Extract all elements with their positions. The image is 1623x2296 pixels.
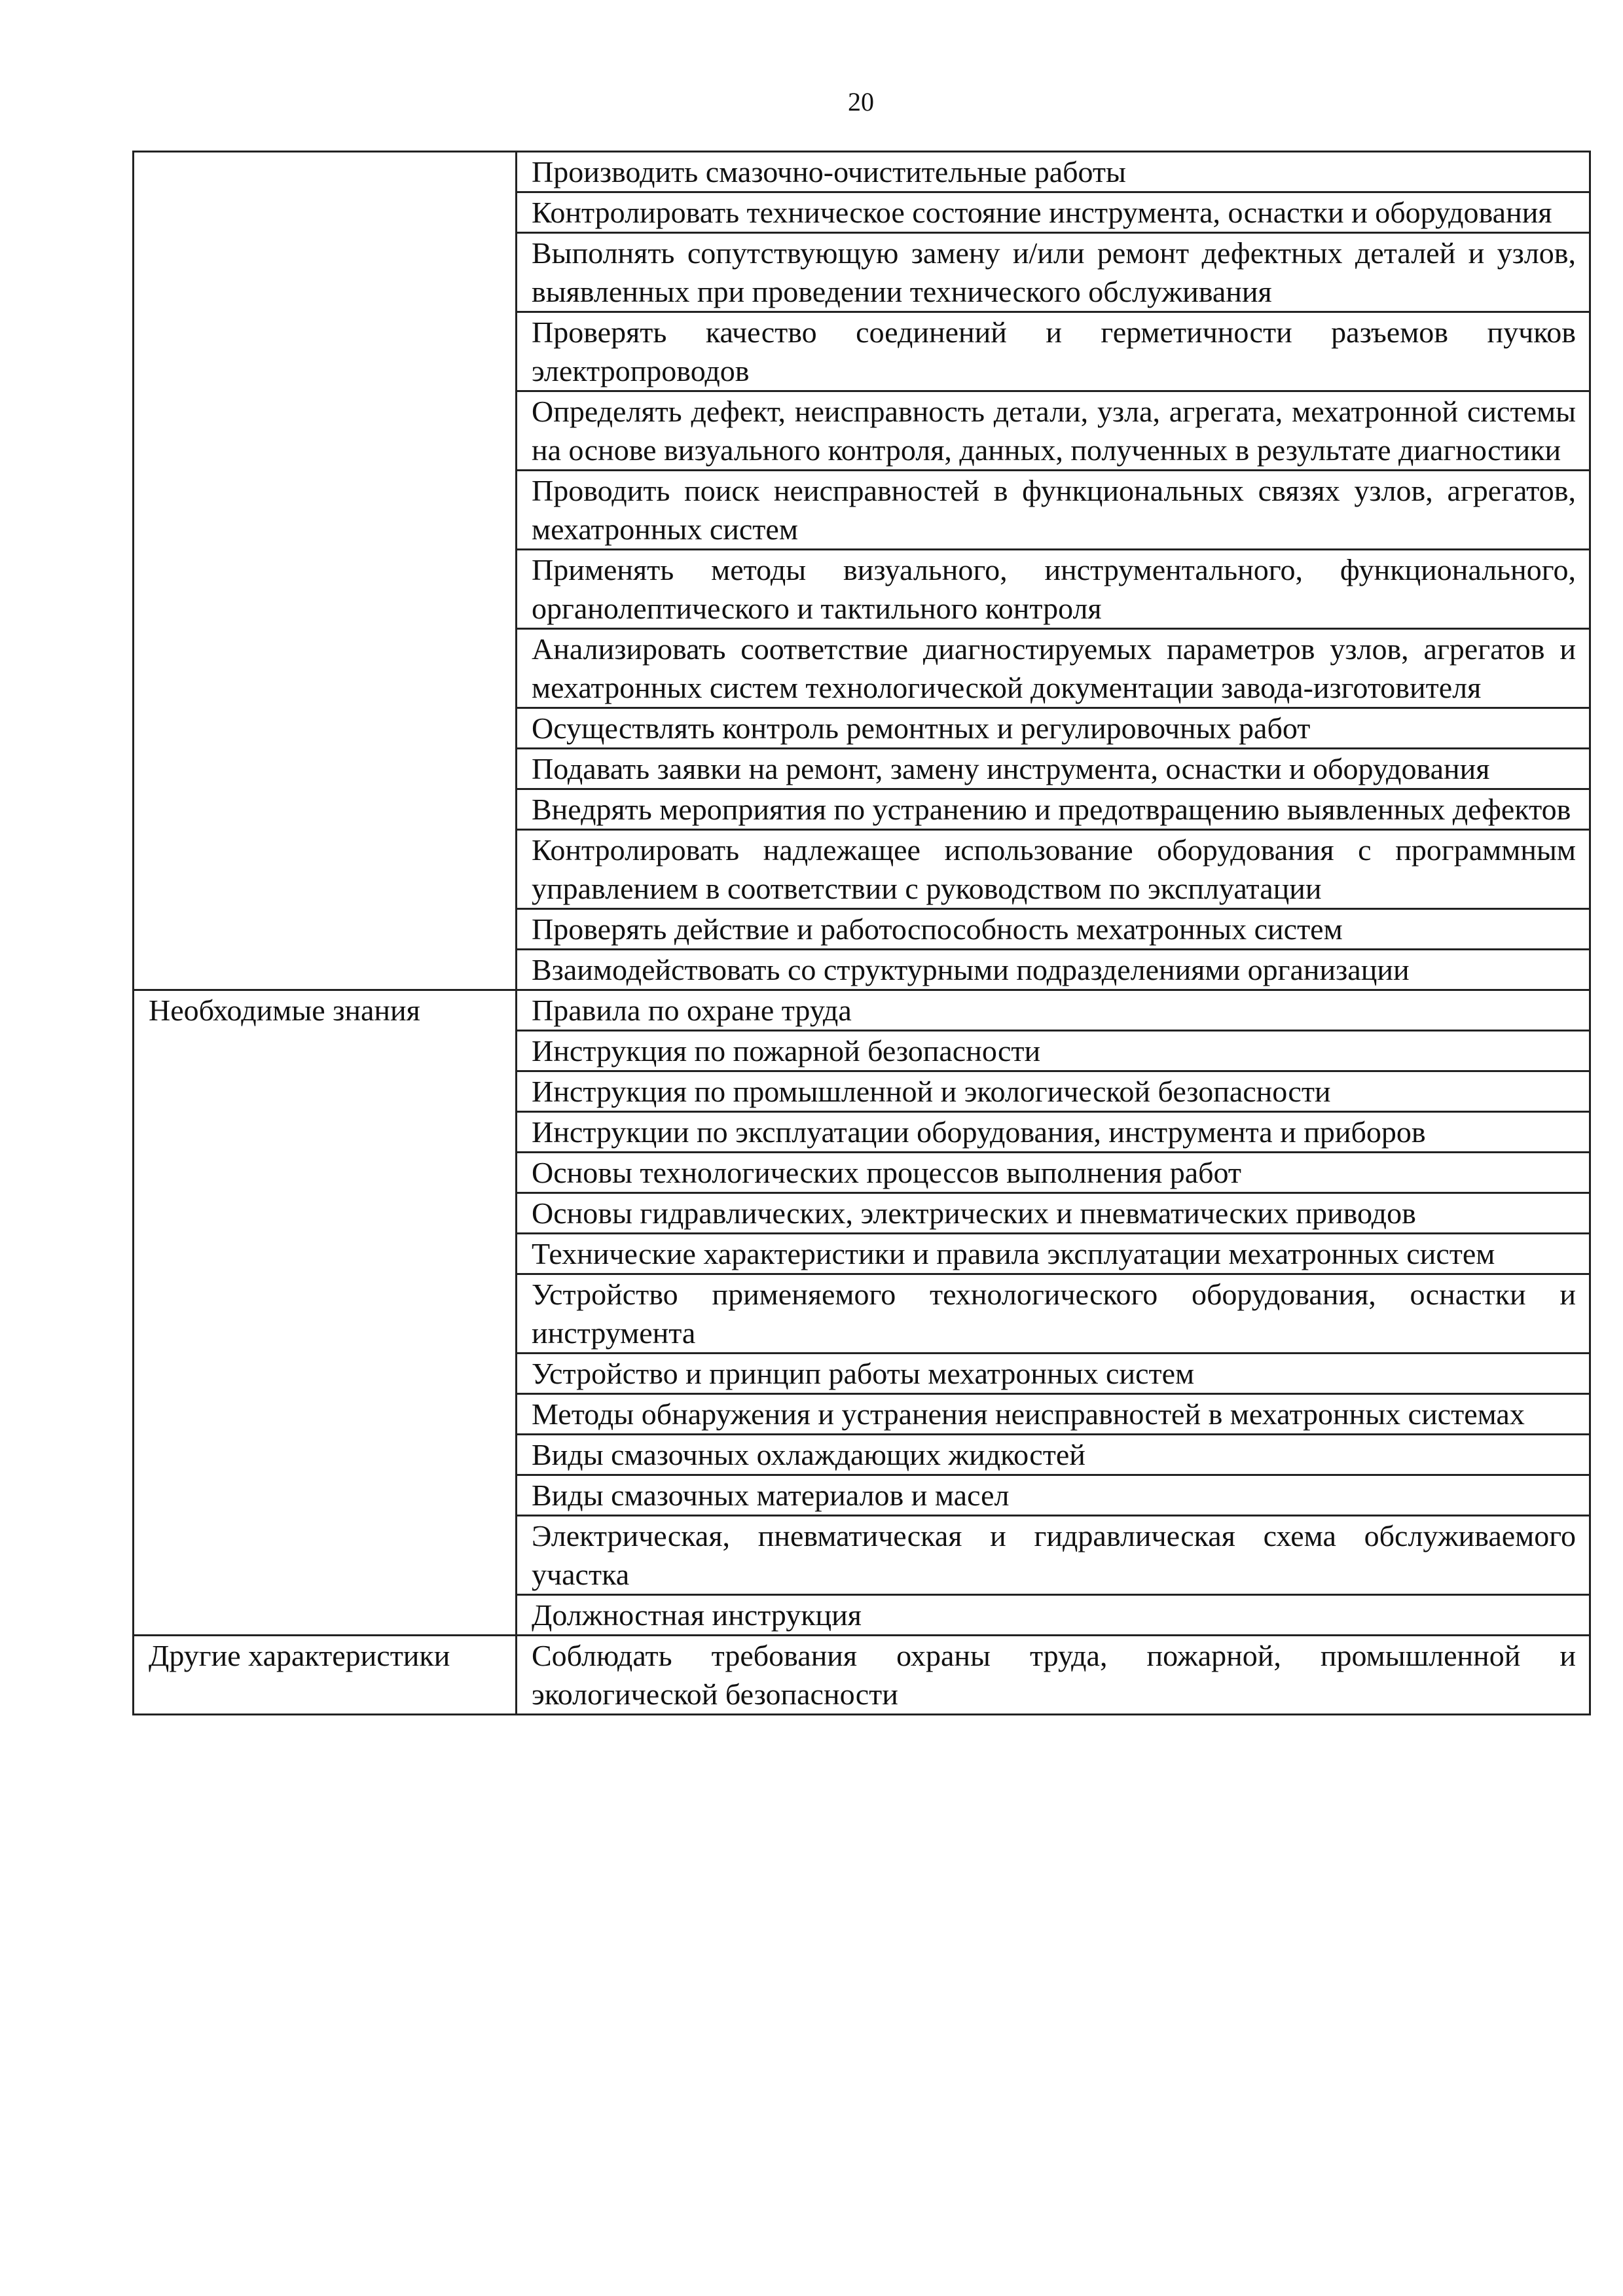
requirement-item: Определять дефект, неисправность детали, узла, агрегата, мехатронной системы на основе визуального контроля, данных, полученных в результате диагностики [517, 391, 1590, 471]
requirements-table-body [134, 152, 1590, 1715]
requirement-item: Электрическая, пневматическая и гидравлическая схема обслуживаемого участка [517, 1516, 1590, 1595]
requirement-item: Правила по охране труда [517, 990, 1590, 1031]
requirement-item: Анализировать соответствие диагностируемых параметров узлов, агрегатов и мехатронных систем технологической документации завода-изготовителя [517, 629, 1590, 708]
requirement-item: Подавать заявки на ремонт, замену инструмента, оснастки и оборудования [517, 749, 1590, 789]
requirement-item: Проверять действие и работоспособность мехатронных систем [517, 909, 1590, 950]
requirement-item: Осуществлять контроль ремонтных и регулировочных работ [517, 708, 1590, 749]
requirement-item: Основы технологических процессов выполнения работ [517, 1153, 1590, 1193]
requirement-item: Устройство применяемого технологического оборудования, оснастки и инструмента [517, 1274, 1590, 1354]
requirement-item: Инструкции по эксплуатации оборудования, инструмента и приборов [517, 1112, 1590, 1153]
requirement-item: Методы обнаружения и устранения неисправностей в мехатронных системах [517, 1394, 1590, 1435]
requirement-item: Соблюдать требования охраны труда, пожарной, промышленной и экологической безопасности [517, 1636, 1590, 1715]
requirement-item: Виды смазочных материалов и масел [517, 1475, 1590, 1516]
requirement-item: Проводить поиск неисправностей в функциональных связях узлов, агрегатов, мехатронных систем [517, 471, 1590, 550]
requirement-item: Технические характеристики и правила эксплуатации мехатронных систем [517, 1234, 1590, 1274]
requirement-item: Контролировать техническое состояние инструмента, оснастки и оборудования [517, 192, 1590, 233]
requirement-item: Контролировать надлежащее использование оборудования с программным управлением в соответствии с руководством по эксплуатации [517, 830, 1590, 909]
section-label: Другие характеристики [134, 1636, 517, 1715]
requirement-item: Производить смазочно-очистительные работы [517, 152, 1590, 192]
requirement-item: Виды смазочных охлаждающих жидкостей [517, 1435, 1590, 1475]
section-label: Необходимые знания [134, 990, 517, 1636]
table-row [134, 1636, 1590, 1715]
requirement-item: Инструкция по промышленной и экологической безопасности [517, 1071, 1590, 1112]
requirement-item: Основы гидравлических, электрических и пневматических приводов [517, 1193, 1590, 1234]
requirement-item: Выполнять сопутствующую замену и/или ремонт дефектных деталей и узлов, выявленных при проведении технического обслуживания [517, 233, 1590, 312]
table-row [134, 152, 1590, 192]
page-number: 20 [848, 87, 874, 117]
section-label [134, 152, 517, 990]
requirements-table [132, 151, 1591, 1715]
requirement-item: Должностная инструкция [517, 1595, 1590, 1636]
table-row [134, 990, 1590, 1031]
requirement-item: Устройство и принцип работы мехатронных систем [517, 1354, 1590, 1394]
requirement-item: Применять методы визуального, инструментального, функционального, органолептического и тактильного контроля [517, 550, 1590, 629]
requirement-item: Проверять качество соединений и герметичности разъемов пучков электропроводов [517, 312, 1590, 391]
requirement-item: Инструкция по пожарной безопасности [517, 1031, 1590, 1071]
requirement-item: Внедрять мероприятия по устранению и предотвращению выявленных дефектов [517, 789, 1590, 830]
requirement-item: Взаимодействовать со структурными подразделениями организации [517, 950, 1590, 990]
